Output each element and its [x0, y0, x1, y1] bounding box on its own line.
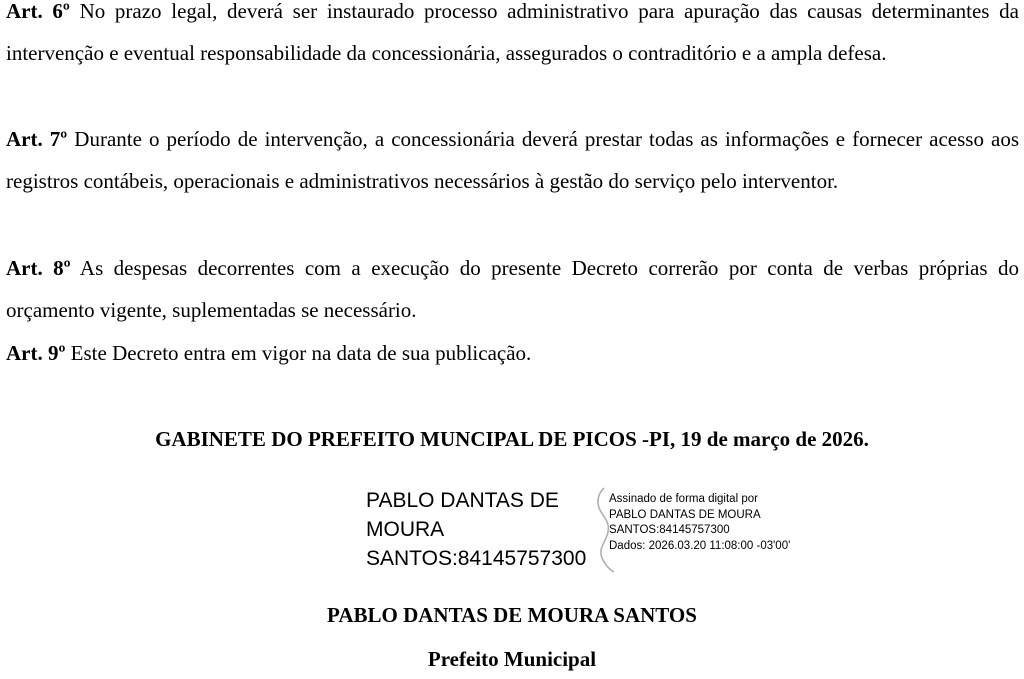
signature-name-line-1: PABLO DANTAS DE [366, 489, 559, 512]
article-8-text: As despesas decorrentes com a execução do presente Decreto correrão por conta de verbas próprias do orçamento vigente, suplementadas se necessário. [6, 256, 1019, 322]
digital-signature-block [366, 486, 846, 578]
signature-name-line-2: MOURA [366, 518, 445, 541]
signature-details-line-3: SANTOS:84145757300 [609, 524, 730, 536]
article-7-text: Durante o período de intervenção, a concessionária deverá prestar todas as informações e fornecer acesso aos registros contábeis, operacionais e administrativos necessários à gestão do serviço pelo interventor. [6, 127, 1020, 193]
article-6-text: No prazo legal, deverá ser instaurado processo administrativo para apuração das causas determinantes da intervenção e eventual responsabilidade da concessionária, assegurados o contraditório e a ampla defesa. [6, 0, 1019, 65]
place-date-line: GABINETE DO PREFEITO MUNCIPAL DE PICOS -PI, 19 de março de 2026. [155, 427, 869, 451]
article-7 [6, 118, 1019, 202]
article-9-label: Art. 9º [6, 341, 66, 365]
article-9 [6, 332, 1019, 374]
signature-details [609, 492, 790, 554]
signature-details-line-4: Dados: 2026.03.20 11:08:00 -03'00' [609, 539, 791, 552]
signature-details-line-2: PABLO DANTAS DE MOURA [609, 508, 761, 521]
signature-name [366, 486, 586, 573]
signer-name: PABLO DANTAS DE MOURA SANTOS [327, 603, 697, 627]
signature-details-line-1: Assinado de forma digital por [609, 493, 758, 505]
article-6 [6, 0, 1019, 74]
article-7-label: Art. 7º [6, 127, 68, 151]
article-8-label: Art. 8º [6, 256, 71, 280]
article-8 [6, 247, 1019, 331]
article-6-label: Art. 6º [6, 0, 70, 23]
signer-role: Prefeito Municipal [427, 647, 597, 671]
article-9-text: Este Decreto entra em vigor na data de sua publicação. [70, 341, 532, 365]
signature-name-line-3: SANTOS:84145757300 [366, 547, 587, 570]
